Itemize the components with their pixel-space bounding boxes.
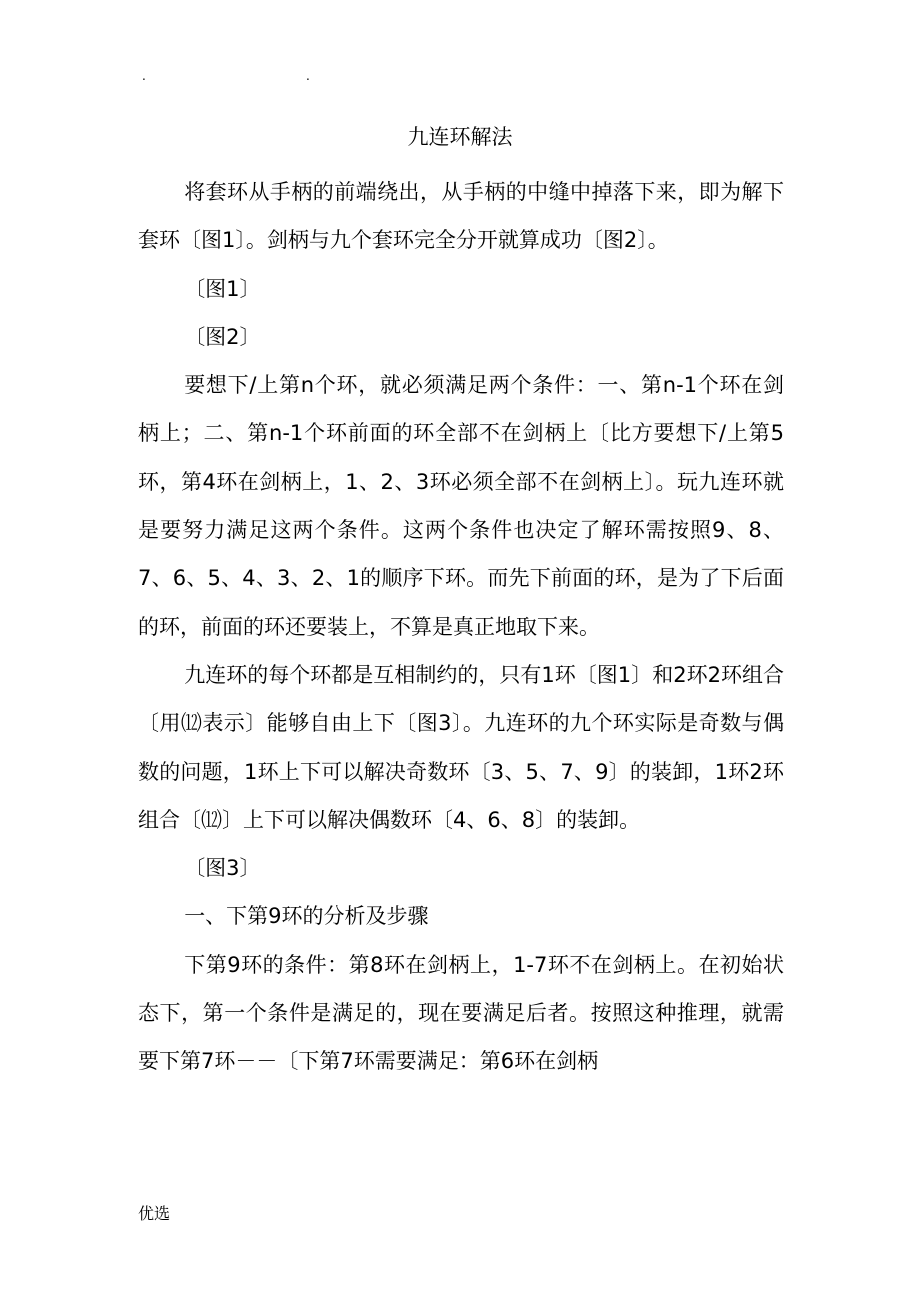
header-dot-right: . — [306, 69, 310, 83]
document-title: 九连环解法 — [407, 125, 513, 149]
page-footer: 优选 — [138, 1204, 171, 1223]
document-body — [138, 168, 784, 1086]
paragraph-conditions: 要想下/上第n个环，就必须满足两个条件：一、第n-1个环在剑柄上；二、第n-1个环前面的环全部不在剑柄上〔比方要想下/上第5环，第4环在剑柄上，1、2、3环必须全部不在剑柄上〕。玩九连环就是要努力满足这两个条件。这两个条件也决定了解环需按照9、8、7、6、5、4、3、2、1的顺序下环。而先下前面的环，是为了下后面的环，前面的环还要装上，不算是真正地取下来。 — [138, 373, 784, 639]
paragraph-constraints: 九连环的每个环都是互相制约的，只有1环〔图1〕和2环2环组合〔用⑿表示〕能够自由上下〔图3〕。九连环的九个环实际是奇数与偶数的问题，1环上下可以解决奇数环〔3、5、7、9〕的装卸，1环2环组合〔⑿〕上下可以解决偶数环〔4、6、8〕的装卸。 — [138, 662, 784, 832]
figure-caption-3: 〔图3〕 — [184, 856, 261, 881]
figure-caption-1: 〔图1〕 — [184, 276, 261, 301]
figure-caption-2: 〔图2〕 — [184, 324, 261, 349]
header-dot-left: . — [142, 69, 146, 83]
paragraph-ring9: 下第9环的条件：第8环在剑柄上，1-7环不在剑柄上。在初始状态下，第一个条件是满足的，现在要满足后者。按照这种推理，就需要下第7环－－〔下第7环需要满足：第6环在剑柄 — [138, 952, 784, 1074]
section-heading: 一、下第9环的分析及步骤 — [184, 904, 429, 929]
paragraph-intro: 将套环从手柄的前端绕出，从手柄的中缝中掉落下来，即为解下套环〔图1〕。剑柄与九个套环完全分开就算成功〔图2〕。 — [138, 180, 784, 253]
